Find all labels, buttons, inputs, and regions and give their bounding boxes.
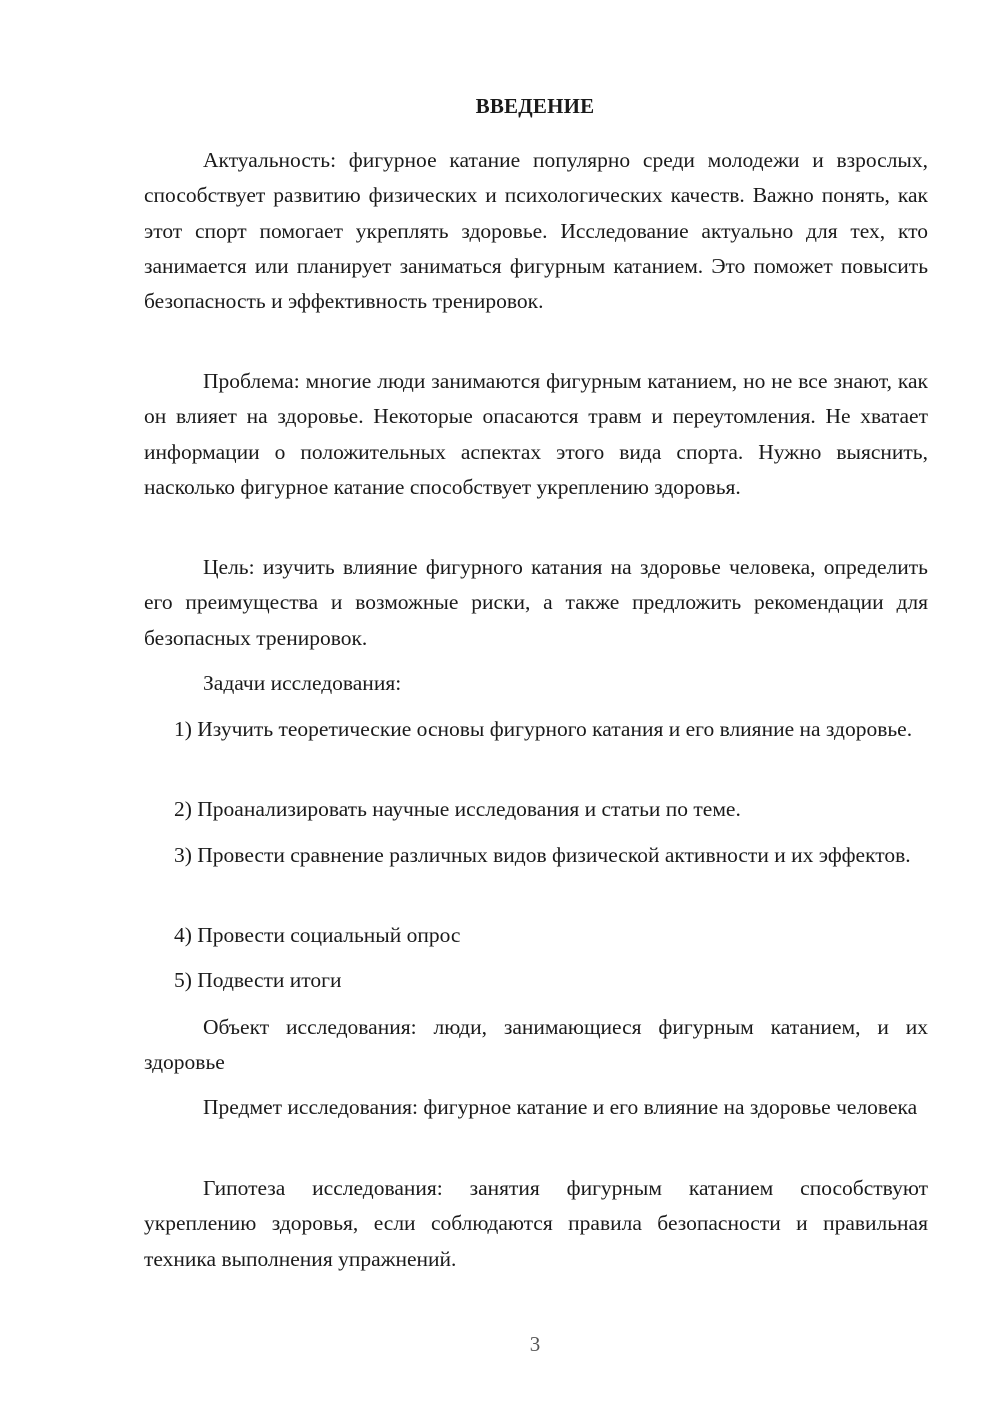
tasks-heading: Задачи исследования: (203, 671, 402, 695)
paragraph-goal: Цель: изучить влияние фигурного катания на здоровье человека, определить его преимущества и возможные риски, а также предложить рекомендации для безопасных тренировок. (144, 555, 928, 650)
page-title: ВВЕДЕНИЕ (475, 94, 595, 118)
paragraph-relevance: Актуальность: фигурное катание популярно среди молодежи и взрослых, способствует развитию физических и психологических качеств. Важно понять, как этот спорт помогает укреплять здоровье. Исследование актуально для тех, кто занимается или планирует заниматься фигурным катанием. Это поможет повысить безопасность и эффективность тренировок. (144, 148, 928, 314)
paragraph-object: Объект исследования: люди, занимающиеся фигурным катанием, и их здоровье (144, 1015, 928, 1075)
paragraph-problem: Проблема: многие люди занимаются фигурным катанием, но не все знают, как он влияет на здоровье. Некоторые опасаются травм и переутомления. Не хватает информации о положительных аспектах этого вида спорта. Нужно выяснить, насколько фигурное катание способствует укреплению здоровья. (144, 369, 928, 499)
paragraph-subject: Предмет исследования: фигурное катание и его влияние на здоровье человека (203, 1095, 918, 1119)
task-item-2: 2) Проанализировать научные исследования и статьи по теме. (174, 797, 741, 821)
paragraph-hypothesis: Гипотеза исследования: занятия фигурным катанием способствуют укреплению здоровья, если соблюдаются правила безопасности и правильная техника выполнения упражнений. (144, 1176, 928, 1271)
task-item-3: 3) Провести сравнение различных видов физической активности и их эффектов. (174, 843, 911, 867)
task-item-4: 4) Провести социальный опрос (174, 923, 461, 947)
page-number: 3 (529, 1332, 541, 1356)
task-item-1: 1) Изучить теоретические основы фигурного катания и его влияние на здоровье. (174, 717, 913, 741)
task-item-5: 5) Подвести итоги (174, 968, 342, 992)
